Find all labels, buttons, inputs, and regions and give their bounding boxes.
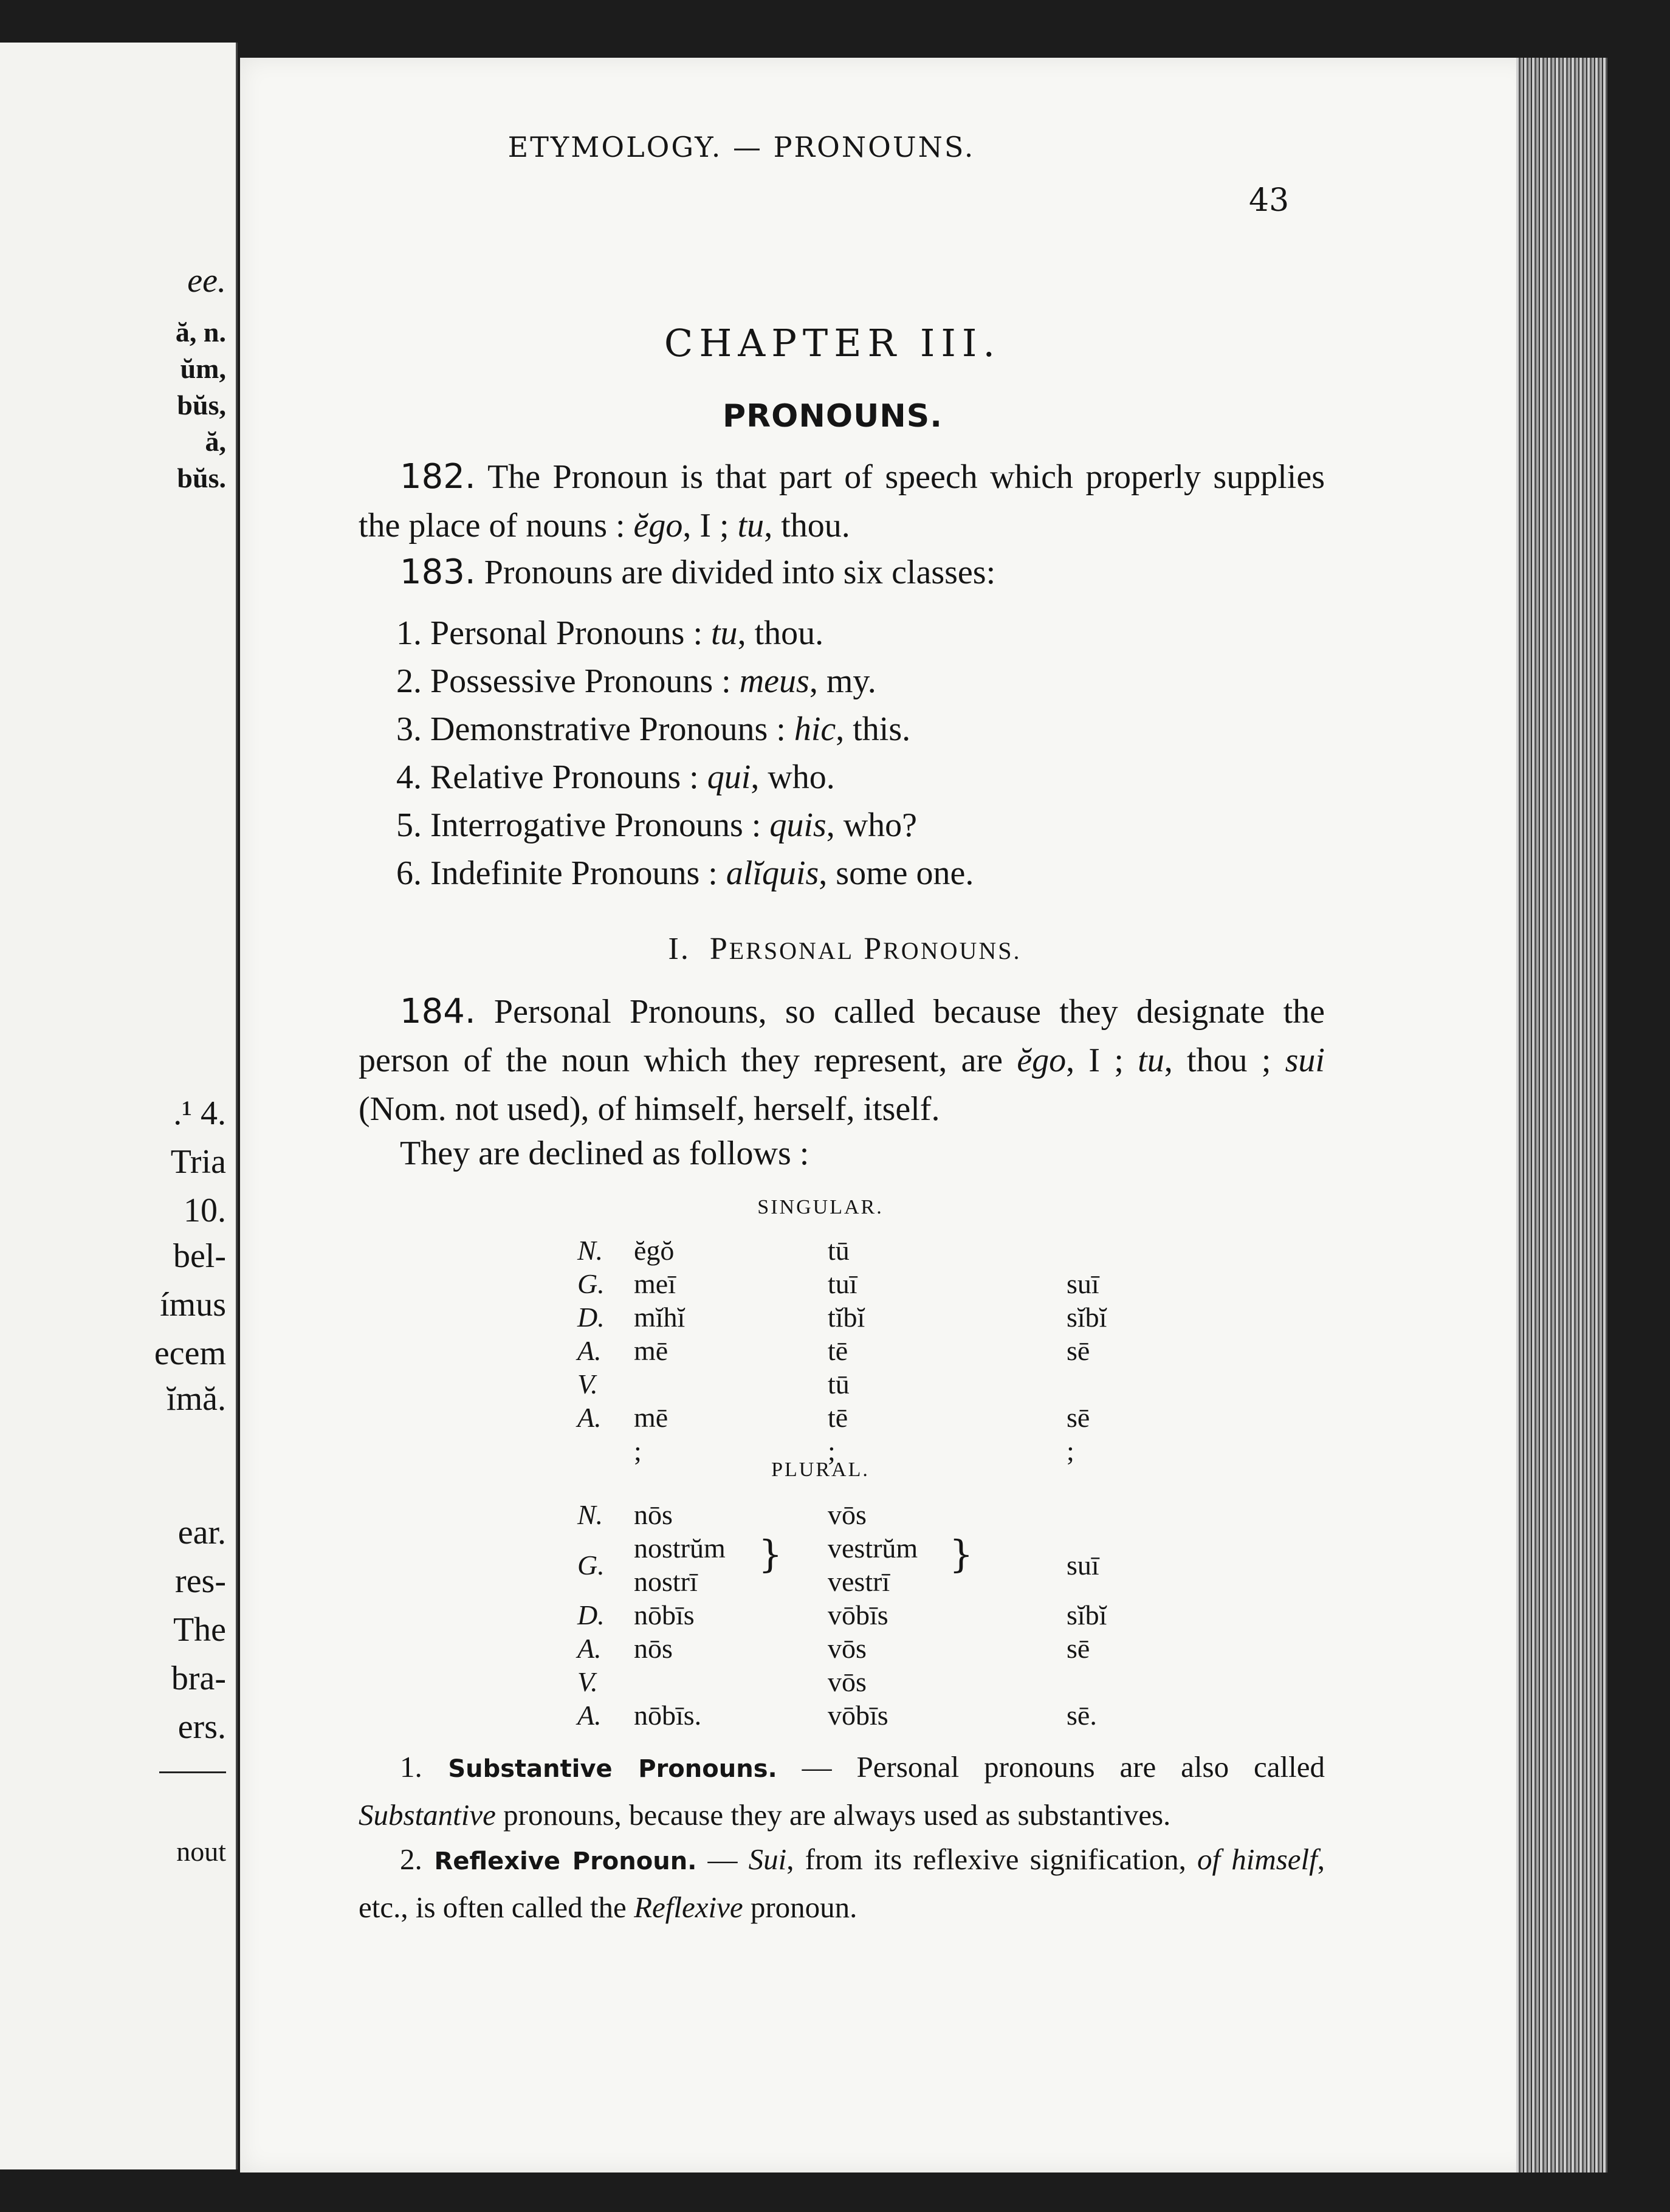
latin-term: hic: [794, 710, 836, 748]
table-cell: vestrī: [828, 1566, 890, 1597]
table-cell: nōs: [634, 1633, 673, 1664]
table-cell: mē: [634, 1335, 668, 1366]
text-run: pronouns, because they are always used as substantives.: [495, 1798, 1171, 1832]
left-page-line: 10.: [184, 1192, 226, 1229]
table-cell: vōbīs: [828, 1700, 888, 1731]
list-item: [396, 754, 974, 802]
case-label: A.: [577, 1402, 602, 1433]
page-number: 43: [1249, 182, 1290, 219]
paragraph-number: 184.: [400, 992, 476, 1031]
item-gloss: , this.: [836, 710, 911, 748]
left-page-line: bel-: [173, 1237, 226, 1275]
list-item: [396, 706, 974, 754]
item-gloss: , some one.: [819, 854, 974, 892]
left-page-line: The: [173, 1611, 226, 1649]
left-page-rule: [159, 1771, 226, 1773]
case-label: G.: [577, 1268, 605, 1299]
left-page-line: nout: [176, 1836, 226, 1867]
item-label: Personal Pronouns :: [430, 614, 703, 652]
list-item: [396, 850, 974, 898]
table-cell: tuī: [828, 1268, 857, 1299]
table-cell: mē ;: [634, 1402, 668, 1466]
item-number: 6.: [396, 854, 422, 892]
small-caps-rest: RONOUNS.: [883, 937, 1022, 964]
latin-term: ĕgo: [633, 507, 683, 544]
item-label: Relative Pronouns :: [430, 758, 699, 796]
pronoun-classes-list: [396, 610, 974, 898]
paragraph-number: 183.: [400, 552, 476, 592]
table-cell: nōbīs.: [634, 1700, 702, 1731]
case-label: D.: [577, 1302, 605, 1333]
table-cell: sē.: [1067, 1700, 1097, 1731]
left-page-line: bra-: [171, 1660, 226, 1697]
italic-term: Reflexive: [634, 1891, 743, 1924]
item-number: 4.: [396, 758, 422, 796]
left-page-line: bŭs.: [177, 462, 226, 493]
small-caps-rest: ERSONAL: [729, 937, 854, 964]
text-run: The Pronoun is that part of speech which properly supplies the place of nouns :: [359, 458, 1325, 544]
table-cell: mĭhĭ: [634, 1302, 686, 1333]
plural-heading: PLURAL.: [771, 1458, 870, 1481]
note-heading: Substantive Pronouns.: [422, 1755, 777, 1783]
note-number: 2.: [400, 1843, 422, 1876]
subheading-personal-pronouns: [438, 931, 1252, 967]
text-run: , thou.: [764, 507, 850, 544]
roman-numeral: I.: [668, 932, 690, 966]
case-label: G.: [577, 1550, 605, 1581]
latin-term: tu: [1138, 1042, 1164, 1079]
paragraph-182: [359, 453, 1325, 550]
text-run: (Nom. not used), of himself, herself, itself.: [359, 1090, 940, 1128]
item-number: 1.: [396, 614, 422, 652]
item-number: 5.: [396, 806, 422, 844]
text-run: —: [696, 1843, 749, 1876]
item-label: Indefinite Pronouns :: [430, 854, 718, 892]
table-cell: tĭbĭ: [828, 1302, 865, 1333]
table-cell: nostrŭm: [634, 1533, 726, 1564]
table-cell: sĭbĭ: [1067, 1599, 1107, 1630]
table-cell: nōbīs: [634, 1599, 695, 1630]
table-cell: meī: [634, 1268, 676, 1299]
table-cell: sĭbĭ: [1067, 1302, 1107, 1333]
latin-term: sui: [1285, 1042, 1325, 1079]
text-run: , from its reflexive signification,: [786, 1843, 1197, 1876]
left-page-line: ĭmă.: [167, 1380, 226, 1418]
item-gloss: , my.: [809, 662, 876, 700]
latin-term: alĭquis: [726, 854, 819, 892]
left-page-line: ímus: [160, 1286, 226, 1324]
case-label: A.: [577, 1335, 602, 1366]
case-label: D.: [577, 1599, 605, 1630]
latin-term: qui: [707, 758, 751, 796]
text-run: Personal Pronouns, so called because they designate the person of the noun which they represent, are: [359, 993, 1325, 1079]
table-cell: tē: [828, 1335, 848, 1366]
left-facing-page: [0, 43, 238, 2169]
table-cell: nōs: [634, 1499, 673, 1530]
singular-heading: SINGULAR.: [757, 1196, 884, 1218]
table-cell: suī: [1067, 1550, 1099, 1581]
text-run: Pronouns are divided into six classes:: [475, 554, 996, 591]
note-heading: Reflexive Pronoun.: [422, 1847, 697, 1875]
item-label: Interrogative Pronouns :: [430, 806, 761, 844]
item-label: Possessive Pronouns :: [430, 662, 731, 700]
left-page-line: bŭs,: [177, 390, 226, 421]
left-page-line: .¹ 4.: [173, 1094, 226, 1132]
left-page-line: ear.: [177, 1514, 226, 1551]
table-cell: sē: [1067, 1633, 1090, 1664]
left-page-line: ecem: [154, 1334, 226, 1372]
text-run: , thou ;: [1164, 1042, 1285, 1079]
case-label: A.: [577, 1700, 602, 1731]
paragraph-number: 182.: [400, 457, 476, 496]
table-cell: tē ;: [828, 1402, 848, 1466]
case-label: N.: [577, 1499, 603, 1530]
item-number: 2.: [396, 662, 422, 700]
table-cell: vōs: [828, 1499, 867, 1530]
paragraph-184-continuation: They are declined as follows :: [400, 1135, 809, 1172]
small-caps-initial: P: [864, 932, 884, 966]
paragraph-183: [359, 548, 1325, 597]
table-cell: tū: [828, 1369, 850, 1400]
left-page-line: Tria: [170, 1143, 226, 1181]
case-label: V.: [577, 1369, 598, 1400]
left-page-line: ă,: [205, 426, 226, 457]
latin-term: ĕgo: [1017, 1042, 1067, 1079]
text-run: , I ;: [682, 507, 738, 544]
table-cell: suī: [1067, 1268, 1099, 1299]
table-cell: tū: [828, 1235, 850, 1266]
brace: }: [758, 1532, 783, 1576]
item-gloss: , who?: [826, 806, 917, 844]
left-page-line: ee.: [187, 262, 226, 300]
page-edges: [1516, 58, 1607, 2172]
latin-term: meus: [739, 662, 809, 700]
table-cell: vōs: [828, 1666, 867, 1697]
left-page-line: ŭm,: [180, 353, 226, 384]
text-run: , I ;: [1066, 1042, 1138, 1079]
italic-term: of himself: [1197, 1843, 1318, 1876]
chapter-title: CHAPTER III.: [664, 321, 1002, 365]
table-cell: vōbīs: [828, 1599, 888, 1630]
running-head: ETYMOLOGY. — PRONOUNS.: [507, 131, 975, 163]
brace: }: [949, 1532, 974, 1576]
table-cell: ĕgŏ: [634, 1235, 675, 1266]
item-gloss: , who.: [751, 758, 835, 796]
list-item: [396, 658, 974, 706]
note-substantive-pronouns: [359, 1744, 1325, 1838]
table-cell: vōs: [828, 1633, 867, 1664]
text-run: , etc., is often called the: [359, 1843, 1325, 1924]
note-reflexive-pronoun: [359, 1836, 1325, 1931]
note-number: 1.: [400, 1750, 422, 1784]
latin-term: tu: [711, 614, 738, 652]
item-gloss: , thou.: [737, 614, 824, 652]
left-page-line: res-: [175, 1562, 226, 1600]
small-caps-initial: P: [709, 932, 729, 966]
latin-term: quis: [769, 806, 826, 844]
table-cell: sē: [1067, 1335, 1090, 1366]
italic-term: Substantive: [359, 1798, 496, 1832]
latin-term: tu: [737, 507, 765, 544]
table-cell: vestrŭm: [828, 1533, 918, 1564]
table-cell: sē ;: [1067, 1402, 1090, 1466]
paragraph-184: [359, 987, 1325, 1133]
text-run: pronoun.: [743, 1891, 857, 1924]
case-label: V.: [577, 1666, 598, 1697]
left-page-line: ers.: [177, 1708, 226, 1746]
item-number: 3.: [396, 710, 422, 748]
table-cell: nostrī: [634, 1566, 698, 1597]
case-label: N.: [577, 1235, 603, 1266]
latin-term: Sui: [748, 1843, 787, 1876]
section-title: PRONOUNS.: [722, 398, 943, 434]
item-label: Demonstrative Pronouns :: [430, 710, 786, 748]
list-item: [396, 802, 974, 850]
case-label: A.: [577, 1633, 602, 1664]
list-item: [396, 610, 974, 658]
text-run: — Personal pronouns are also called: [777, 1750, 1325, 1784]
left-page-line: ă, n.: [175, 317, 226, 348]
